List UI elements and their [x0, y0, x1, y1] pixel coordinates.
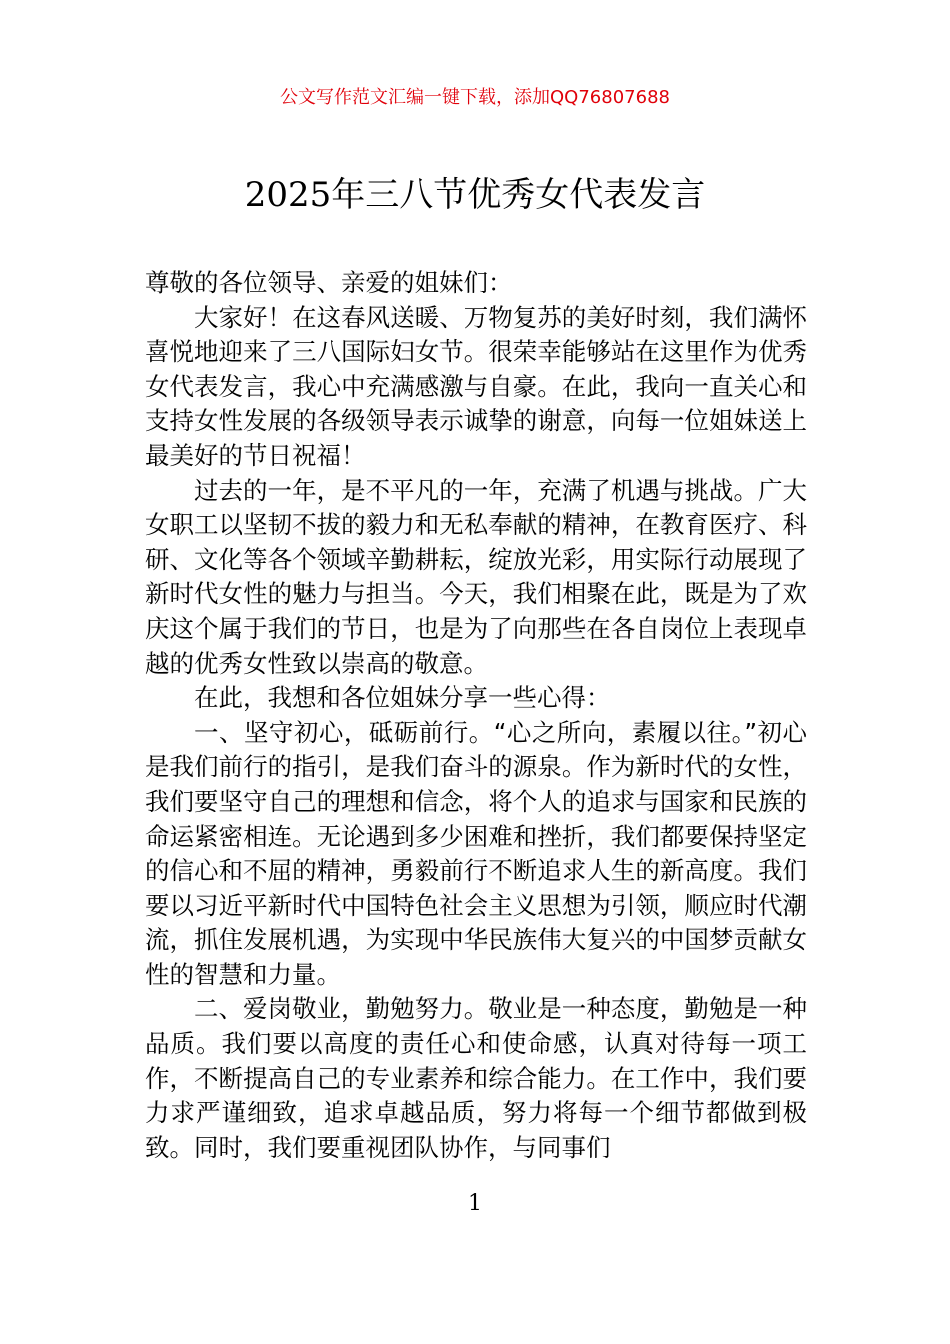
paragraph: 大家好！在这春风送暖、万物复苏的美好时刻，我们满怀喜悦地迎来了三八国际妇女节。很荣幸能够站在这里作为优秀女代表发言，我心中充满感激与自豪。在此，我向一直关心和支持女性发展的各级领导表示诚挚的谢意，向每一位姐妹送上最美好的节日祝福！	[145, 302, 807, 470]
document-body	[145, 266, 807, 1165]
paragraph: 二、爱岗敬业，勤勉努力。敬业是一种态度，勤勉是一种品质。我们要以高度的责任心和使命感，认真对待每一项工作，不断提高自己的专业素养和综合能力。在工作中，我们要力求严谨细致，追求卓越品质，努力将每一个细节都做到极致。同时，我们要重视团队协作，与同事们	[145, 994, 807, 1162]
paragraph: 过去的一年，是不平凡的一年，充满了机遇与挑战。广大女职工以坚韧不拔的毅力和无私奉献的精神，在教育医疗、科研、文化等各个领域辛勤耕耘，绽放光彩，用实际行动展现了新时代女性的魅力与担当。今天，我们相聚在此，既是为了欢庆这个属于我们的节日，也是为了向那些在各自岗位上表现卓越的优秀女性致以崇高的敬意。	[145, 475, 807, 678]
paragraph: 一、坚守初心，砥砺前行。“心之所向，素履以往。”初心是我们前行的指引，是我们奋斗的源泉。作为新时代的女性，我们要坚守自己的理想和信念，将个人的追求与国家和民族的命运紧密相连。无论遇到多少困难和挫折，我们都要保持坚定的信心和不屈的精神，勇毅前行不断追求人生的新高度。我们要以习近平新时代中国特色社会主义思想为引领，顺应时代潮流，抓住发展机遇，为实现中华民族伟大复兴的中国梦贡献女性的智慧和力量。	[145, 717, 807, 989]
salutation: 尊敬的各位领导、亲爱的姐妹们：	[145, 268, 513, 297]
promo-banner: 公文写作范文汇编一键下载，添加QQ76807688	[280, 87, 670, 108]
page-number: 1	[468, 1191, 482, 1216]
document-title: 2025年三八节优秀女代表发言	[244, 175, 706, 215]
paragraph: 在此，我想和各位姐妹分享一些心得：	[194, 683, 611, 713]
